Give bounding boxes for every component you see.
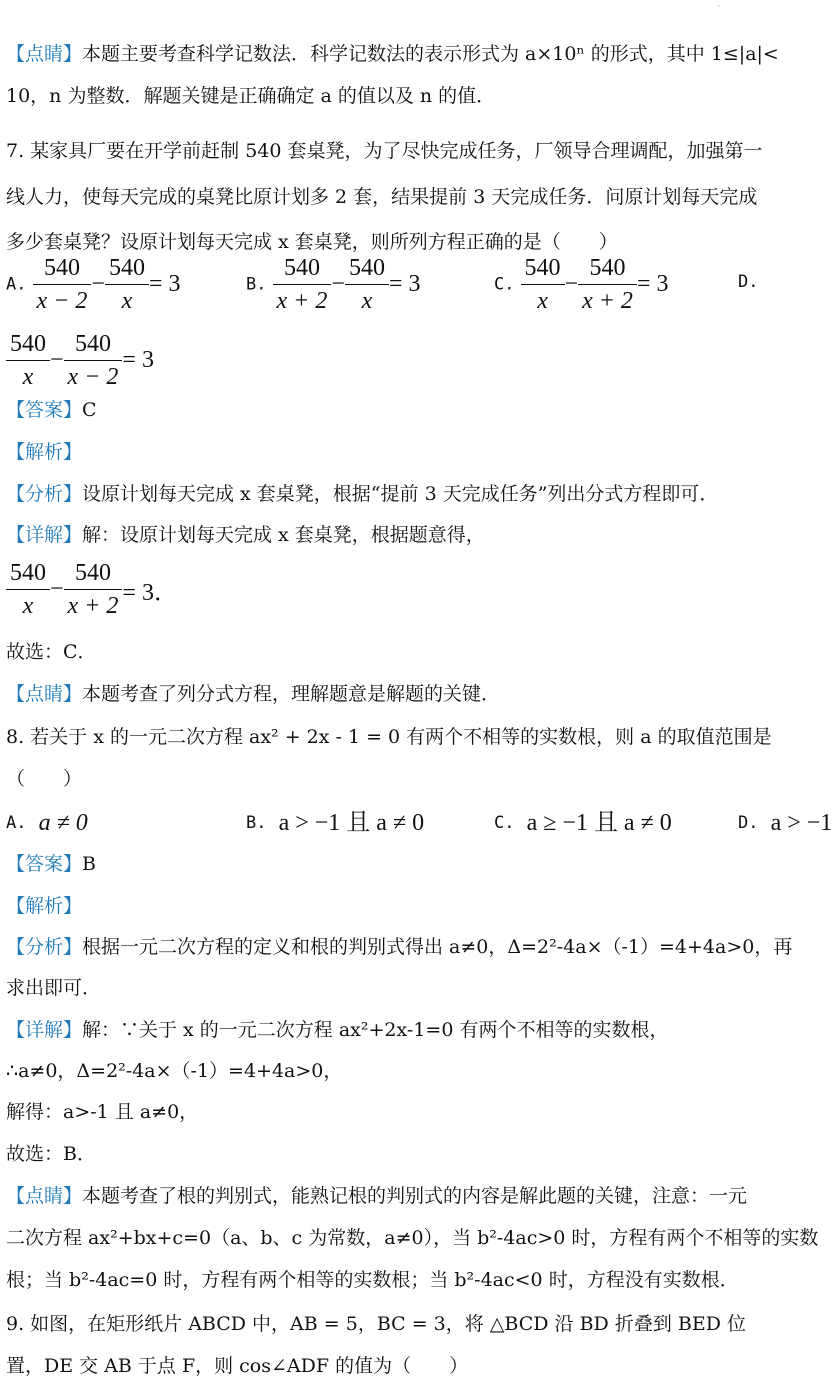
prev-tip-line-2: 10，n 为整数．解题关键是正确确定 a 的值以及 n 的值． [6,85,496,107]
prev-tip-line-1: 【点睛】本题主要考查科学记数法．科学记数法的表示形式为 a×10ⁿ 的形式，其中 1≤|a|< [6,43,779,65]
q7-option-b: B. $\frac{540}{x + 2}$ − $\frac{540}{x}$ = 3 [246,252,420,317]
fraction: $\frac{540}{x + 2}$ [64,557,123,622]
q7-choose: 故选：C． [6,641,97,663]
q8-fenxi-line-1: 【分析】根据一元二次方程的定义和根的判别式得出 a≠0，Δ=2²-4a×（-1）=4+4a>0，再 [6,936,793,958]
q7-option-d: $\frac{540}{x}$ − $\frac{540}{x - 2}$ = 3 [6,328,154,393]
q7-answer: 【答案】C [6,399,97,421]
q8-option-b: B. a > −1 且 a ≠ 0 [246,810,425,836]
q7-analysis-tag: 【解析】 [6,441,83,463]
q8-tip-line-1: 【点睛】本题考查了根的判别式，能熟记根的判别式的内容是解此题的关键，注意：一元 [6,1185,748,1207]
fraction: $\frac{540}{x - 2}$ [33,252,92,317]
q8-tip-line-3: 根；当 b²-4ac=0 时，方程有两个相等的实数根；当 b²-4ac<0 时，方程没有实数根． [6,1269,739,1291]
q8-answer: 【答案】B [6,853,96,875]
q8-stem-line-1: 8. 若关于 x 的一元二次方程 ax² + 2x - 1 = 0 有两个不相等的实数根，则 a 的取值范围是 [6,726,772,748]
q8-option-c: C. a ≥ −1 且 a ≠ 0 [494,810,672,836]
fraction: $\frac{540}{x + 2}$ [578,252,637,317]
q8-choose: 故选：B． [6,1143,96,1165]
q8-analysis-tag: 【解析】 [6,895,83,917]
q8-option-d: D. a > −1 [738,810,833,836]
q8-fenxi-line-2: 求出即可． [6,977,102,999]
fraction: $\frac{540}{x - 2}$ [64,328,123,393]
fraction: $\frac{540}{x}$ [6,328,50,393]
q7-option-a: A. $\frac{540}{x - 2}$ − $\frac{540}{x}$ = 3 [6,252,180,317]
fraction: $\frac{540}{x}$ [105,252,149,317]
corner-mark: · [717,2,720,11]
fraction: $\frac{540}{x + 2}$ [273,252,332,317]
q7-option-c: C. $\frac{540}{x}$ − $\frac{540}{x + 2}$ = 3 [494,252,668,317]
q7-stem-line-2: 线人力，使每天完成的桌凳比原计划多 2 套，结果提前 3 天完成任务．问原计划每天完成 [6,186,758,208]
q7-xiangjie: 【详解】解：设原计划每天完成 x 套桌凳，根据题意得， [6,524,485,546]
q8-xiangjie-line-1: 【详解】解：∵关于 x 的一元二次方程 ax²+2x-1=0 有两个不相等的实数根， [6,1019,669,1041]
q7-equation: $\frac{540}{x}$ − $\frac{540}{x + 2}$ = 3． [6,557,178,622]
q8-tip-line-2: 二次方程 ax²+bx+c=0（a、b、c 为常数，a≠0），当 b²-4ac>0 时，方程有两个不相等的实数 [6,1227,819,1249]
q7-option-d-label: D. [738,272,759,292]
fraction: $\frac{540}{x}$ [345,252,389,317]
q7-tip: 【点睛】本题考查了列分式方程，理解题意是解题的关键． [6,683,501,705]
q7-stem-line-3: 多少套桌凳？设原计划每天完成 x 套桌凳，则所列方程正确的是（ ） [6,231,618,253]
tip-tag: 【点睛】 [6,43,83,65]
q7-fenxi: 【分析】设原计划每天完成 x 套桌凳，根据“提前 3 天完成任务”列出分式方程即可． [6,483,719,505]
fraction: $\frac{540}{x}$ [6,557,50,622]
q9-stem-line-2: 置，DE 交 AB 于点 F，则 cos∠ADF 的值为（ ） [6,1355,469,1377]
fraction: $\frac{540}{x}$ [521,252,565,317]
q7-stem-line-1: 7. 某家具厂要在开学前赶制 540 套桌凳，为了尽快完成任务，厂领导合理调配，加强第一 [6,140,763,162]
q8-xiangjie-line-3: 解得：a>-1 且 a≠0， [6,1101,199,1123]
q8-stem-line-2: （ ） [6,768,83,790]
q8-option-a: A. a ≠ 0 [6,810,88,836]
q8-xiangjie-line-2: ∴a≠0，Δ=2²-4a×（-1）=4+4a>0， [6,1060,343,1082]
q9-stem-line-1: 9. 如图，在矩形纸片 ABCD 中，AB = 5，BC = 3，将 △BCD 沿 BD 折叠到 BED 位 [6,1313,746,1335]
